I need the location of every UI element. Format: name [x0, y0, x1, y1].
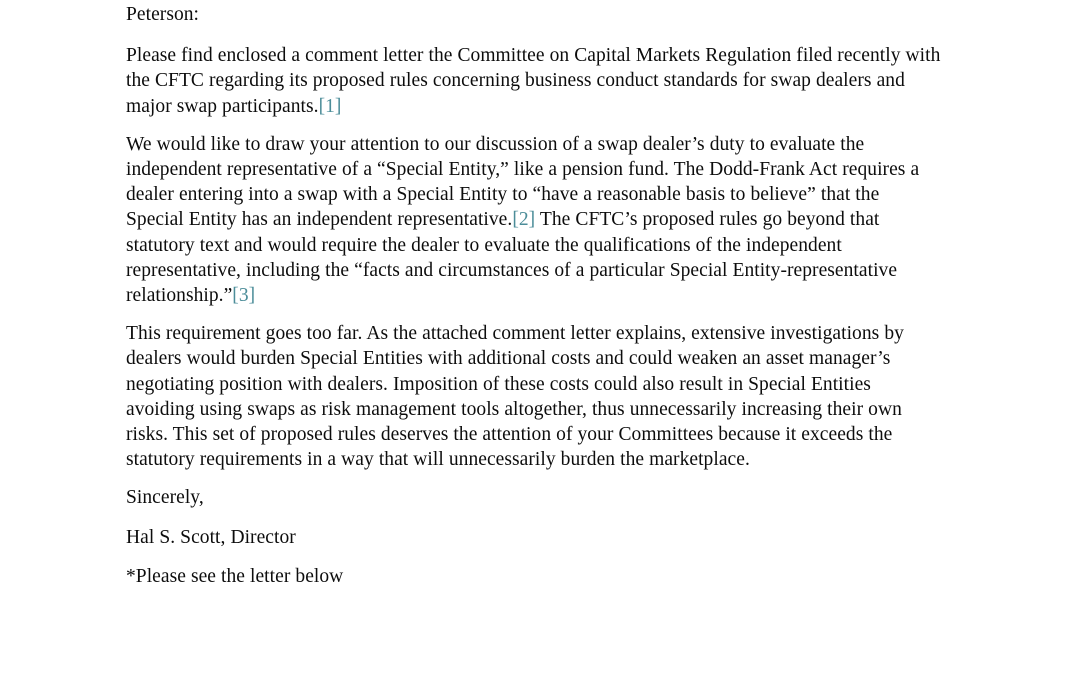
attachment-note: *Please see the letter below: [126, 565, 344, 587]
footnote-ref-2[interactable]: [2]: [512, 209, 536, 231]
paragraph-argument: [126, 321, 942, 472]
footnote-ref-1[interactable]: [1]: [318, 95, 342, 117]
salutation-line: Peterson:: [126, 4, 200, 25]
paragraph-special-entity: [126, 132, 942, 308]
paragraph-text: The CFTC’s proposed rules go beyond that statutory text and would require the dealer to evaluate the qualifications of the independent representative, including the “facts and circumstances of a particular Special Entity-representative relationship.”: [126, 209, 898, 307]
signature-line: Hal S. Scott, Director: [126, 526, 296, 548]
paragraph-text: This requirement goes too far. As the attached comment letter explains, extensive investigations by dealers would burden Special Entities with additional costs and could weaken an asset manager’s negotiating position with dealers. Imposition of these costs could also result in Special Entities avoiding using swaps as risk management tools altogether, thus unnecessarily increasing their own risks. This set of proposed rules deserves the attention of your Committees because it exceeds the statutory requirements in a way that will unnecessarily burden the marketplace.: [126, 323, 904, 471]
closing-line: Sincerely,: [126, 487, 204, 509]
footnote-ref-3[interactable]: [3]: [232, 285, 256, 307]
letter-body: [126, 2, 942, 589]
paragraph-enclosure: [126, 43, 942, 119]
paragraph-text: Please find enclosed a comment letter the Committee on Capital Markets Regulation filed recently with the CFTC regarding its proposed rules concerning business conduct standards for swap dealers and major swap participants.: [126, 45, 941, 117]
paragraph-text: We would like to draw your attention to our discussion of a swap dealer’s duty to evaluate the independent representative of a “Special Entity,” like a pension fund. The Dodd-Frank Act requires a dealer entering into a swap with a Special Entity to “have a reasonable basis to believe” that the Special Entity has an independent representative.: [126, 133, 920, 231]
